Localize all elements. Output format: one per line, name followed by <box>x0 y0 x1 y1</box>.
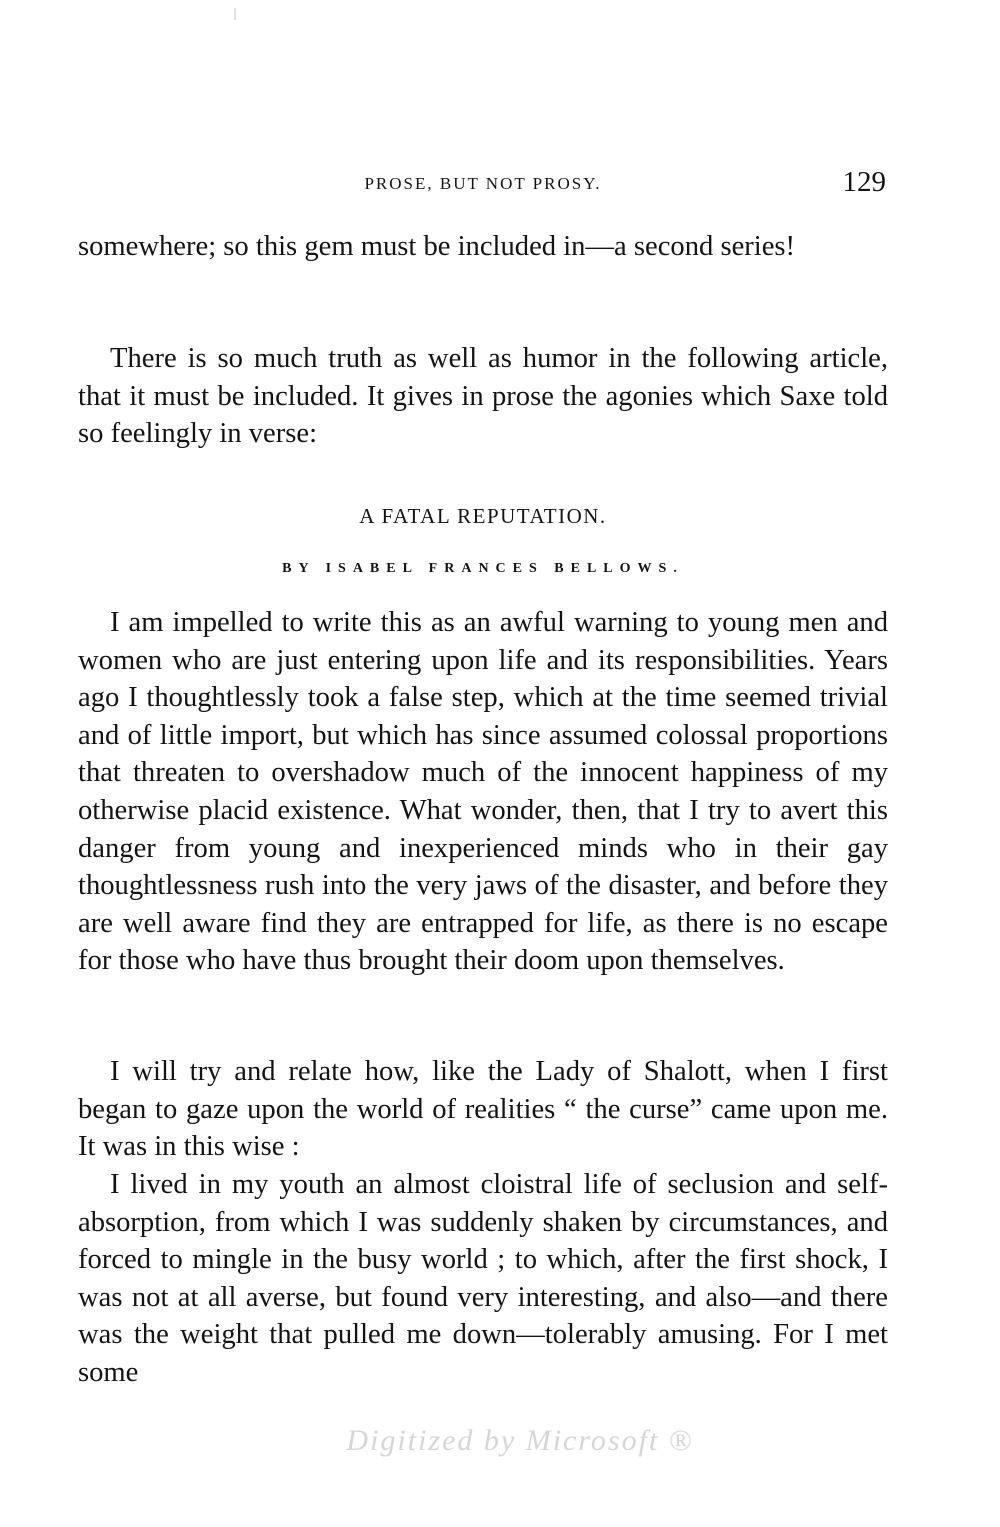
paragraph-continuation: somewhere; so this gem must be included in—a second series! <box>78 231 796 262</box>
article-title: A FATAL REPUTATION. <box>359 504 607 528</box>
paragraph-lady-of-shalott: I will try and relate how, like the Lady of Shalott, when I first began to gaze upon the world of realities “ the curse” came upon me. It was in this wise : <box>78 1056 888 1163</box>
digitization-watermark: Digitized by Microsoft ® <box>346 1424 694 1457</box>
print-mark <box>234 8 236 20</box>
paragraph-introduction: There is so much truth as well as humor in the following article, that it must be included. It gives in prose the agonies which Saxe told so feelingly in verse: <box>78 343 888 450</box>
page-number: 129 <box>842 166 886 198</box>
running-head: PROSE, BUT NOT PROSY. <box>364 174 602 193</box>
paragraph-youth: I lived in my youth an almost cloistral life of seclusion and self-absorption, from which I was suddenly shaken by circumstances, and forced to mingle in the busy world ; to which, after the first shock, I was not at all averse, but found very interesting, and also—and there was the weight that pulled me down—tolerably amusing. For I met some <box>78 1169 888 1388</box>
paragraph-warning: I am impelled to write this as an awful warning to young men and women who are just entering upon life and its responsibilities. Years ago I thoughtlessly took a false step, which at the time seemed trivial and of little import, but which has since assumed colossal proportions that threaten to overshadow much of the innocent happiness of my otherwise placid existence. What wonder, then, that I try to avert this danger from young and inexperienced minds who in their gay thoughtlessness rush into the very jaws of the disaster, and before they are well aware find they are entrapped for life, as there is no escape for those who have thus brought their doom upon themselves. <box>78 607 888 977</box>
article-byline: BY ISABEL FRANCES BELLOWS. <box>282 561 684 576</box>
page-header <box>78 166 888 200</box>
